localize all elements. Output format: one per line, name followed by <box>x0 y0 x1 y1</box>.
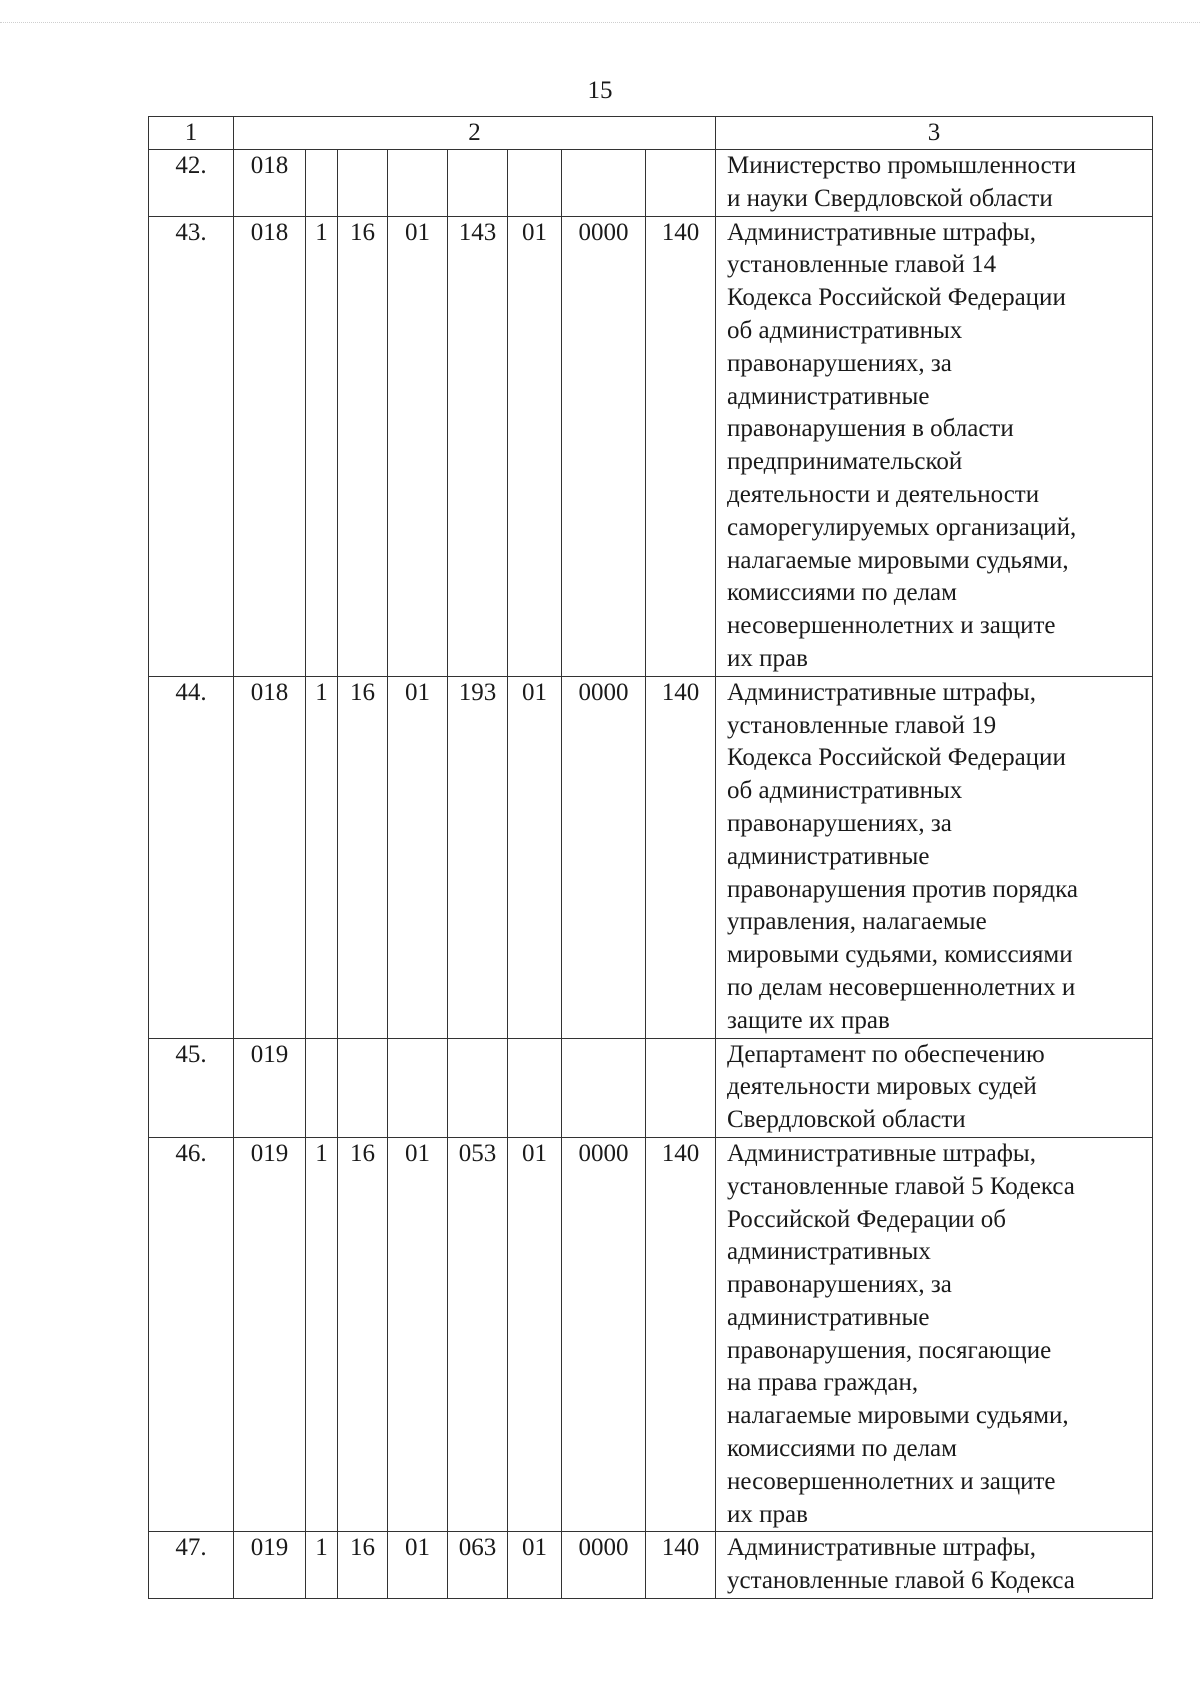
code-segment-8: 140 <box>646 1532 716 1599</box>
code-segment-3: 16 <box>338 1137 388 1532</box>
code-segment-4: 01 <box>388 1137 448 1532</box>
code-segment-1: 019 <box>234 1532 306 1599</box>
description-line: установленные главой 14 <box>727 251 997 279</box>
description-line: их прав <box>727 644 808 672</box>
code-segment-5: 143 <box>448 216 508 676</box>
code-segment-1: 018 <box>234 150 306 217</box>
scan-edge <box>0 22 1200 23</box>
description-line: правонарушения, посягающие <box>727 1336 1052 1364</box>
code-segment-2: 1 <box>306 216 338 676</box>
description-line: их прав <box>727 1500 808 1528</box>
description-line: об административных <box>727 316 963 344</box>
description-line: по делам несовершеннолетних и <box>727 973 1076 1001</box>
code-segment-5: 063 <box>448 1532 508 1599</box>
code-segment-8: 140 <box>646 216 716 676</box>
code-segment-1: 018 <box>234 676 306 1038</box>
description-line: Министерство промышленности <box>727 152 1077 179</box>
description-line: административные <box>727 382 930 410</box>
code-segment-5 <box>448 1038 508 1137</box>
code-segment-3 <box>338 1038 388 1137</box>
code-segment-3: 16 <box>338 1532 388 1599</box>
code-segment-2 <box>306 150 338 217</box>
code-segment-4: 01 <box>388 1532 448 1599</box>
code-segment-8: 140 <box>646 1137 716 1532</box>
description-line: мировыми судьями, комиссиями <box>727 941 1073 969</box>
code-segment-5: 053 <box>448 1137 508 1532</box>
code-segment-4: 01 <box>388 676 448 1038</box>
row-number: 42. <box>149 150 234 217</box>
code-segment-7 <box>562 150 646 217</box>
row-number: 44. <box>149 676 234 1038</box>
code-segment-1: 018 <box>234 216 306 676</box>
description-line: Департамент по обеспечению <box>727 1040 1045 1068</box>
description-line: Российской Федерации об <box>727 1205 1006 1233</box>
code-segment-5 <box>448 150 508 217</box>
header-cell-2: 2 <box>234 117 716 150</box>
description-line: налагаемые мировыми судьями, <box>727 546 1069 574</box>
code-segment-1: 019 <box>234 1038 306 1137</box>
header-cell-3: 3 <box>716 117 1153 150</box>
description-line: несовершеннолетних и защите <box>727 1467 1056 1495</box>
row-description <box>716 1532 1153 1599</box>
row-description <box>716 1137 1153 1532</box>
description-line: управления, налагаемые <box>727 908 987 936</box>
description-line: комиссиями по делам <box>727 1435 957 1463</box>
code-segment-3: 16 <box>338 216 388 676</box>
table-row <box>149 1038 1153 1137</box>
code-segment-6: 01 <box>508 216 562 676</box>
description-line: на права граждан, <box>727 1369 919 1397</box>
description-line: Свердловской области <box>727 1106 966 1134</box>
row-number: 43. <box>149 216 234 676</box>
row-description <box>716 1038 1153 1137</box>
description-line: саморегулируемых организаций, <box>727 513 1077 541</box>
description-line: правонарушениях, за <box>727 1271 952 1299</box>
description-line: установленные главой 19 <box>727 711 997 739</box>
description-line: установленные главой 6 Кодекса <box>727 1567 1075 1595</box>
code-segment-6: 01 <box>508 1137 562 1532</box>
description-line: деятельности мировых судей <box>727 1073 1037 1101</box>
code-segment-8: 140 <box>646 676 716 1038</box>
code-segment-1: 019 <box>234 1137 306 1532</box>
code-segment-7: 0000 <box>562 216 646 676</box>
code-segment-7: 0000 <box>562 1137 646 1532</box>
code-segment-6 <box>508 150 562 217</box>
page-number: 15 <box>587 77 613 104</box>
code-segment-4: 01 <box>388 216 448 676</box>
description-line: Административные штрафы, <box>727 678 1036 706</box>
code-segment-2 <box>306 1038 338 1137</box>
code-segment-7: 0000 <box>562 676 646 1038</box>
table-row <box>149 216 1153 676</box>
description-line: Кодекса Российской Федерации <box>727 284 1066 312</box>
code-segment-2: 1 <box>306 1137 338 1532</box>
table-header-row <box>149 117 1153 150</box>
code-segment-4 <box>388 1038 448 1137</box>
row-number: 47. <box>149 1532 234 1599</box>
description-line: и науки Свердловской области <box>727 184 1053 212</box>
header-cell-1: 1 <box>149 117 234 150</box>
description-line: административные <box>727 1303 930 1331</box>
table-row <box>149 1137 1153 1532</box>
description-line: комиссиями по делам <box>727 579 957 607</box>
row-number: 46. <box>149 1137 234 1532</box>
code-segment-2: 1 <box>306 676 338 1038</box>
description-line: установленные главой 5 Кодекса <box>727 1172 1075 1200</box>
code-segment-8 <box>646 1038 716 1137</box>
description-line: Административные штрафы, <box>727 218 1036 246</box>
description-line: правонарушениях, за <box>727 349 952 377</box>
table-row <box>149 150 1153 217</box>
table-row <box>149 676 1153 1038</box>
description-line: административных <box>727 1238 931 1266</box>
code-segment-3: 16 <box>338 676 388 1038</box>
code-segment-6 <box>508 1038 562 1137</box>
code-segment-6: 01 <box>508 1532 562 1599</box>
row-number: 45. <box>149 1038 234 1137</box>
description-line: Административные штрафы, <box>727 1139 1036 1167</box>
description-line: Кодекса Российской Федерации <box>727 744 1066 772</box>
code-segment-4 <box>388 150 448 217</box>
code-segment-7: 0000 <box>562 1532 646 1599</box>
budget-code-table <box>148 116 1153 1599</box>
code-segment-5: 193 <box>448 676 508 1038</box>
description-line: правонарушения против порядка <box>727 875 1078 903</box>
table-row <box>149 1532 1153 1599</box>
row-description <box>716 150 1153 217</box>
description-line: правонарушениях, за <box>727 809 952 837</box>
description-line: несовершеннолетних и защите <box>727 612 1056 640</box>
code-segment-3 <box>338 150 388 217</box>
description-line: деятельности и деятельности <box>727 480 1040 508</box>
code-segment-2: 1 <box>306 1532 338 1599</box>
row-description <box>716 216 1153 676</box>
code-segment-7 <box>562 1038 646 1137</box>
description-line: об административных <box>727 777 963 805</box>
row-description <box>716 676 1153 1038</box>
description-line: защите их прав <box>727 1006 890 1034</box>
description-line: предпринимательской <box>727 448 963 476</box>
description-line: административные <box>727 842 930 870</box>
code-segment-6: 01 <box>508 676 562 1038</box>
description-line: правонарушения в области <box>727 415 1014 443</box>
description-line: Административные штрафы, <box>727 1534 1036 1562</box>
description-line: налагаемые мировыми судьями, <box>727 1402 1069 1430</box>
code-segment-8 <box>646 150 716 217</box>
